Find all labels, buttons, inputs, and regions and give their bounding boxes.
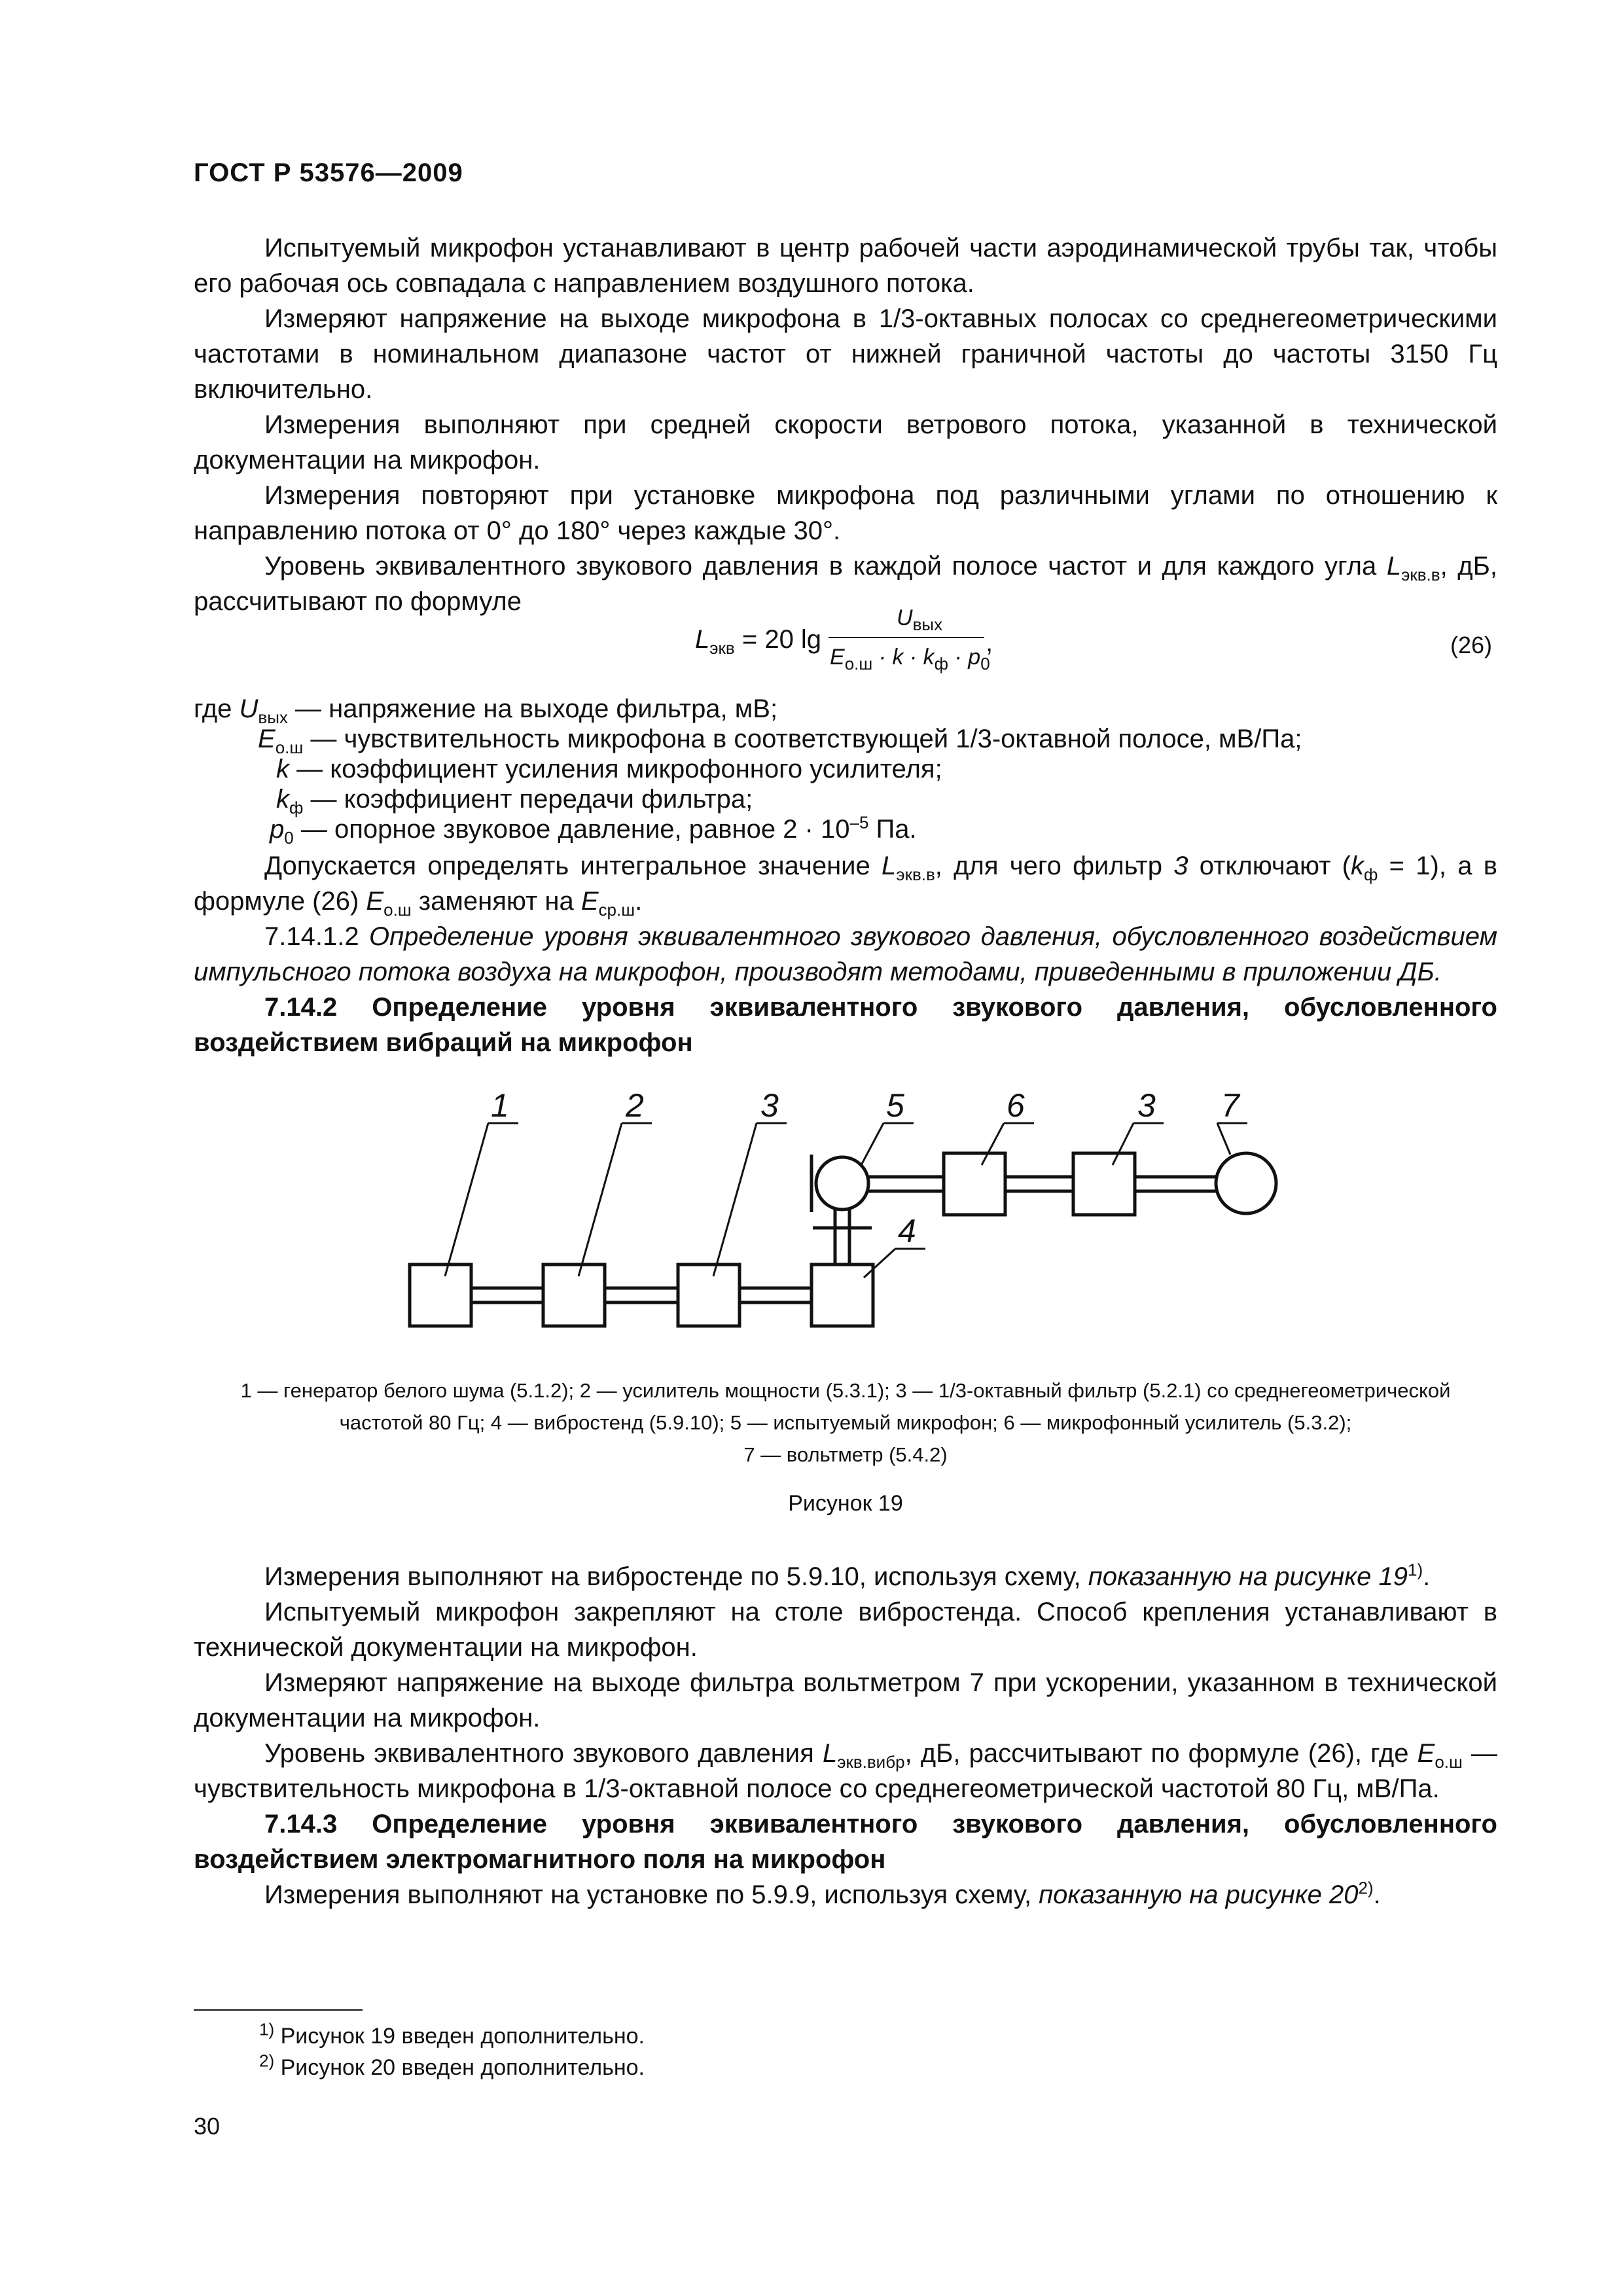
legend-line: частотой 80 Гц; 4 — вибростенд (5.9.10); 5 — испытуемый микрофон; 6 — микрофонный усилитель (5.3.2); [339, 1411, 1352, 1434]
block-generator [410, 1265, 471, 1326]
diagram-label-4: 4 [898, 1213, 916, 1249]
paragraph: Испытуемый микрофон закрепляют на столе вибростенда. Способ крепления устанавливают в технической документации на микрофон. [194, 1598, 1497, 1662]
block-amplifier [543, 1265, 605, 1326]
footnote: $^{2)}$ Рисунок 20 введен дополнительно. [259, 2051, 645, 2080]
figure-title: Рисунок 19 [788, 1491, 903, 1516]
formula-lhs: $L_{экв} = 20$ lg [695, 625, 822, 658]
paragraph: Уровень эквивалентного звукового давления $L_{экв.вибр}$, дБ, рассчитывают по формуле (26), где $E_{о.ш}$ — чувствительность микрофона в 1/3-октавной полосе со среднегеометрической частотой 80 Гц, мВ/Па. [194, 1739, 1497, 1803]
legend-line: 1 — генератор белого шума (5.1.2); 2 — усилитель мощности (5.3.1); 3 — 1/3-октавный фильтр (5.2.1) со среднегеометрической [240, 1379, 1451, 1402]
formula-denominator: $E_{о.ш} \cdot k \cdot k_ф \cdot p_0$ [830, 645, 990, 673]
diagram-label-5: 5 [886, 1087, 904, 1124]
formula-numerator: $U_{вых}$ [897, 605, 943, 634]
document-header: ГОСТ Р 53576—2009 [194, 158, 463, 187]
paragraph: Уровень эквивалентного звукового давления в каждой полосе частот и для каждого угла $L_{экв.в}$, дБ, рассчитывают по формуле [194, 552, 1497, 616]
paragraph: Измерения повторяют при установке микрофона под различными углами по отношению к направлению потока от 0° до 180° через каждые 30°. [194, 481, 1497, 545]
block-filter [678, 1265, 740, 1326]
paragraph: Измеряют напряжение на выходе фильтра вольтметром 7 при ускорении, указанном в технической документации на микрофон. [194, 1668, 1497, 1732]
page-number: 30 [194, 2113, 221, 2140]
where-item: $E_{о.ш}$ — чувствительность микрофона в соответствующей 1/3-октавной полосе, мВ/Па; [258, 725, 1302, 757]
diagram-label-2: 2 [626, 1087, 644, 1124]
paragraph: Измеряют напряжение на выходе микрофона в 1/3-октавных полосах со среднегеометрическими частотами в номинальном диапазоне частот от нижней граничной частоты до частоты 3150 Гц включительно. [194, 304, 1497, 404]
diagram-label-6: 6 [1007, 1087, 1025, 1124]
legend-line: 7 — вольтметр (5.4.2) [743, 1443, 948, 1466]
voltmeter-symbol [1216, 1153, 1276, 1213]
footnote-separator [194, 2009, 363, 2011]
paragraph: Измерения выполняют при средней скорости ветрового потока, указанной в технической документации на микрофон. [194, 410, 1497, 475]
paragraph: Измерения выполняют на вибростенде по 5.9.10, используя схему, показанную на рисунке 19$^{1)}$. [264, 1560, 1431, 1591]
microphone-symbol [816, 1157, 868, 1210]
diagram-label-1: 1 [491, 1087, 509, 1124]
formula-comma: , [986, 628, 993, 657]
where-item: где $U_{вых}$ — напряжение на выходе фильтра, мВ; [194, 694, 778, 727]
where-item: k — коэффициент усиления микрофонного усилителя; [276, 755, 942, 783]
section-heading: 7.14.2 Определение уровня эквивалентного звукового давления, обусловленного воздействием вибраций на микрофон [194, 993, 1497, 1057]
block-vibration-stand [812, 1265, 873, 1326]
diagram-label-3: 3 [760, 1087, 779, 1124]
after-figure-text [194, 1559, 1497, 1912]
paragraph: 7.14.1.2 Определение уровня эквивалентного звукового давления, обусловленного воздействием импульсного потока воздуха на микрофон, производят методами, приведенными в приложении ДБ. [194, 922, 1498, 986]
section-heading: 7.14.3 Определение уровня эквивалентного звукового давления, обусловленного воздействием электромагнитного поля на микрофон [194, 1810, 1497, 1874]
block-mic-amplifier [944, 1153, 1005, 1215]
formula-number: (26) [1450, 632, 1493, 658]
block-filter-2 [1073, 1153, 1135, 1215]
paragraph: Допускается определять интегральное значение $L_{экв.в}$, для чего фильтр 3 отключают $(k_ф = 1)$, а в формуле (26) $E_{о.ш}$ заменяют на $E_{ср.ш}$. [194, 852, 1497, 920]
figure-legend [194, 1374, 1497, 1471]
where-item: $p_0$ — опорное звуковое давление, равное $2 \cdot 10^{-5}$ Па. [270, 812, 917, 848]
diagram-label-7: 7 [1221, 1087, 1240, 1124]
paragraph: Испытуемый микрофон устанавливают в центр рабочей части аэродинамической трубы так, чтобы его рабочая ось совпадала с направлением воздушного потока. [194, 234, 1497, 298]
footnote: $^{1)}$ Рисунок 19 введен дополнительно. [259, 2019, 645, 2049]
paragraph: Измерения выполняют на установке по 5.9.9, используя схему, показанную на рисунке 20$^{2)}$. [264, 1878, 1381, 1909]
diagram-label-3b: 3 [1137, 1087, 1156, 1124]
where-item: $k_ф$ — коэффициент передачи фильтра; [276, 785, 753, 817]
